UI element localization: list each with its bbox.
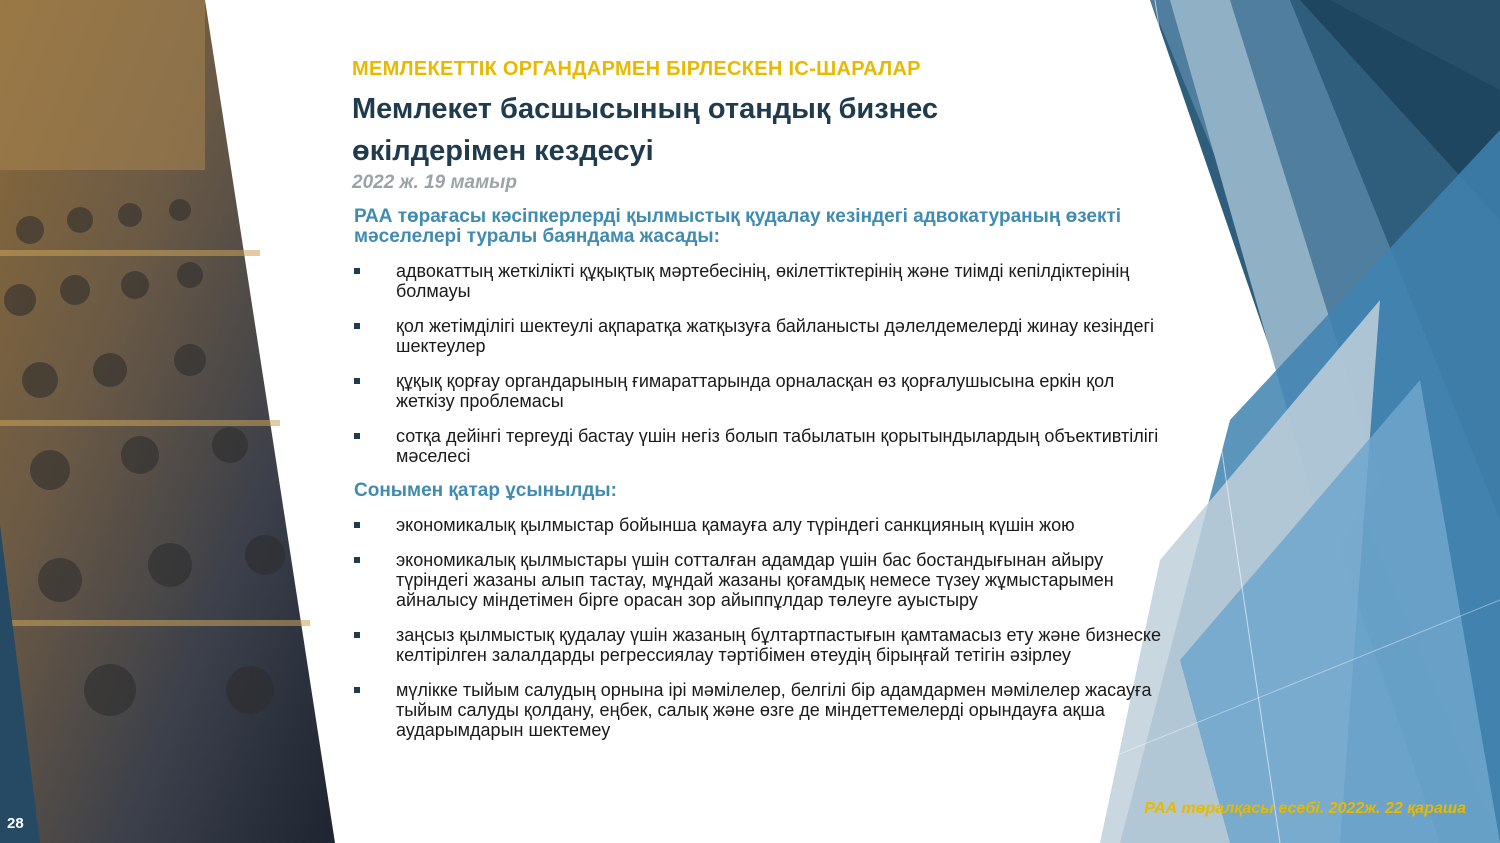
bullet-icon <box>354 323 360 329</box>
list-item <box>354 625 1176 665</box>
slide-kicker: МЕМЛЕКЕТТІК ОРГАНДАРМЕН БІРЛЕСКЕН ІС-ШАРАЛАР <box>352 58 921 80</box>
list-item <box>354 316 1176 356</box>
bullet-icon <box>354 557 360 563</box>
section1-list <box>354 261 1184 466</box>
list-item <box>354 371 1176 411</box>
list-item-text: қол жетімділігі шектеулі ақпаратқа жатқызуға байланысты дәлелдемелерді жинау кезіндегі шектеулер <box>396 316 1155 356</box>
bullet-icon <box>354 522 360 528</box>
footer-caption: РАА төралқасы есебі. 2022ж. 22 қараша <box>1144 800 1466 817</box>
bullet-icon <box>354 687 360 693</box>
list-item <box>354 550 1176 610</box>
list-item-text: мүлікке тыйым салудың орнына ірі мәмілелер, белгілі бір адамдармен мәмілелер жасауға тыйым салуды қолдану, еңбек, салық және өзге де міндеттемелерді орындауға ақша аударымдарын шектемеу <box>396 680 1152 740</box>
list-item <box>354 426 1176 466</box>
bullet-icon <box>354 378 360 384</box>
list-item-text: сотқа дейінгі тергеуді бастау үшін негіз болып табылатын қорытындылардың объективтілігі мәселесі <box>396 426 1159 466</box>
section2-heading: Сонымен қатар ұсынылды: <box>354 480 617 501</box>
bullet-icon <box>354 632 360 638</box>
bullet-icon <box>354 433 360 439</box>
list-item-text: құқық қорғау органдарының ғимараттарында орналасқан өз қорғалушысына еркін қол жеткізу проблемасы <box>396 371 1115 411</box>
list-item-text: экономикалық қылмыстары үшін сотталған адамдар үшін бас бостандығынан айыру түріндегі жазаны алып тастау, мұндай жазаны қоғамдық немесе түзеу жұмыстарымен айналысу міндетімен бірге орасан зор айыппұлдар төлеуге ауыстыру <box>396 550 1114 610</box>
bullet-icon <box>354 268 360 274</box>
list-item <box>354 680 1176 740</box>
section1-heading: РАА төрағасы кәсіпкерлерді қылмыстық қудалау кезіндегі адвокатураның өзекті мәселелері туралы баяндама жасады: <box>354 206 1122 247</box>
list-item-text: адвокаттың жеткілікті құқықтық мәртебесінің, өкілеттіктерінің және тиімді кепілдіктерінің болмауы <box>396 261 1130 301</box>
list-item-text: заңсыз қылмыстық қудалау үшін жазаның бұлтартпастығын қамтамасыз ету және бизнеске келтірілген залалдарды регрессиялау тәртібімен өтеудің бірыңғай тетігін әзірлеу <box>396 625 1162 665</box>
list-item <box>354 261 1176 301</box>
list-item-text: экономикалық қылмыстар бойынша қамауға алу түріндегі санкцияның күшін жою <box>396 515 1075 535</box>
section2-list <box>354 515 1184 740</box>
list-item <box>354 515 1176 535</box>
slide-date: 2022 ж. 19 мамыр <box>352 172 518 193</box>
slide-content <box>354 207 1184 755</box>
slide-title: Мемлекет басшысының отандық бизнес өкілдерімен кездесуі <box>352 93 939 167</box>
page-number: 28 <box>7 815 24 832</box>
